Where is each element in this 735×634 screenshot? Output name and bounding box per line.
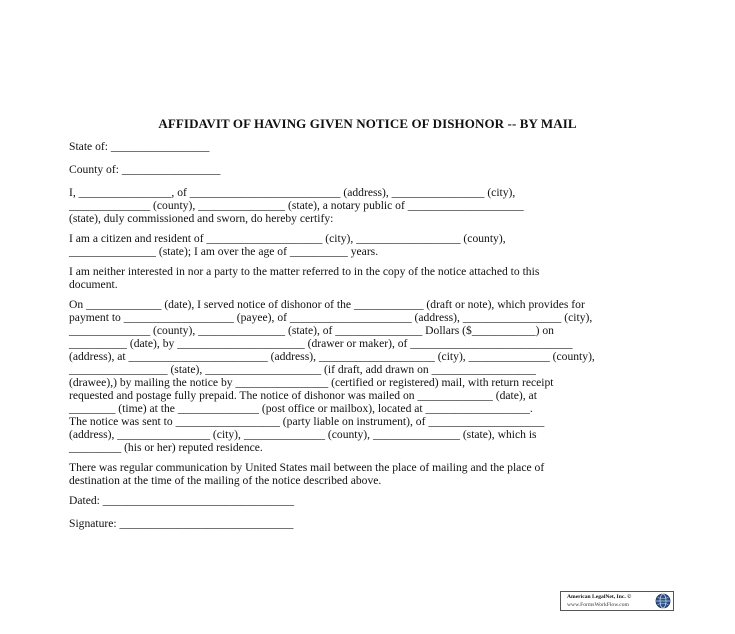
served-line-11: (address), ________________ (city), ______________ (county), _______________ (state), which is [69,428,537,441]
communication-line-2: destination at the time of the mailing of the notice described above. [69,474,382,487]
served-line-12: _________ (his or her) reputed residence. [69,441,263,454]
document-title: AFFIDAVIT OF HAVING GIVEN NOTICE OF DISHONOR -- BY MAIL [158,116,577,131]
dated-line: Dated: _________________________________ [69,494,295,507]
served-line-8: requested and postage fully prepaid. The notice of dishonor was mailed on _____________ (date), at [69,389,537,402]
county-line: County of: _________________ [69,163,221,176]
logo-company-name: American LegalNet, Inc. © [567,594,632,600]
signature-line: Signature: ______________________________ [69,517,294,530]
footer-logo [560,591,674,611]
communication-line-1: There was regular communication by United States mail between the place of mailing and the place of [69,461,545,474]
served-line-2: payment to ___________________ (payee), of _____________________ (address), _________________ (city), [69,311,593,324]
served-line-4: __________ (date), by ______________________ (drawer or maker), of ____________________________ [69,337,573,350]
served-line-1: On _____________ (date), I served notice of dishonor of the ____________ (draft or note), which provides for [69,298,585,311]
served-line-10: The notice was sent to __________________ (party liable on instrument), of ____________________ [69,415,545,428]
served-line-5: (address), at ________________________ (address), ____________________ (city), ______________ (county), [69,350,595,363]
state-line: State of: _________________ [69,140,210,153]
notary-line-1: I, ________________, of __________________________ (address), ________________ (city), [69,186,516,199]
served-line-7: (drawee),) by mailing the notice by ________________ (certified or registered) mail, with return receipt [69,376,554,389]
served-line-3: ______________ (county), _______________ (state), of _______________ Dollars ($___________) on [69,324,554,337]
citizen-line-1: I am a citizen and resident of ____________________ (city), __________________ (county), [69,232,506,245]
served-line-6: _________________ (state), ____________________ (if draft, add drawn on __________________ [69,363,536,376]
notary-line-3: (state), duly commissioned and sworn, do hereby certify: [69,212,334,225]
citizen-line-2: _______________ (state); I am over the age of __________ years. [69,245,379,258]
globe-icon [655,593,671,609]
interest-line-2: document. [69,278,118,291]
served-line-9: ________ (time) at the ______________ (post office or mailbox), located at __________________. [69,402,533,415]
logo-website: www.FormsWorkFlow.com [567,602,629,608]
notary-line-2: ______________ (county), _______________ (state), a notary public of ____________________ [69,199,524,212]
interest-line-1: I am neither interested in nor a party to the matter referred to in the copy of the notice attached to this [69,265,540,278]
